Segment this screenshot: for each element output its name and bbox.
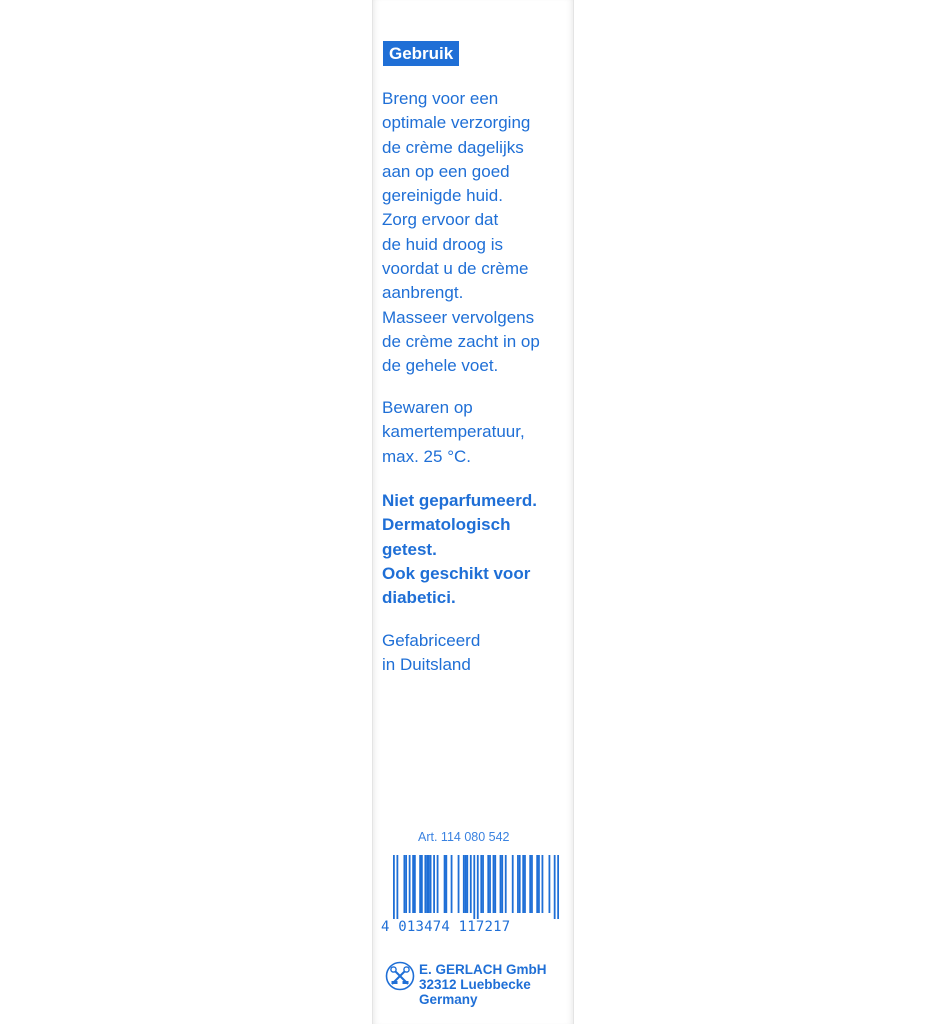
barcode-bars xyxy=(381,855,559,919)
section-heading-gebruik: Gebruik xyxy=(383,41,459,66)
country-of-origin xyxy=(382,629,572,678)
barcode-bar xyxy=(557,855,559,919)
barcode-bar xyxy=(445,855,447,913)
barcode-bar xyxy=(522,855,524,913)
barcode-bar xyxy=(529,855,531,913)
storage-line: max. 25 °C. xyxy=(382,446,471,466)
company-country: Germany xyxy=(419,992,478,1007)
barcode-bar xyxy=(465,855,467,913)
barcode-bar xyxy=(409,855,411,913)
barcode-bar xyxy=(437,855,439,913)
storage-line: Bewaren op xyxy=(382,398,473,417)
barcode-bar xyxy=(493,855,495,913)
barcode-bar xyxy=(500,855,502,913)
ean-barcode xyxy=(381,855,559,935)
manufacturer-address xyxy=(419,962,547,1007)
barcode-bar xyxy=(531,855,533,913)
barcode-bar xyxy=(412,855,414,913)
usage-line: Masseer vervolgens xyxy=(382,307,535,327)
barcode-bar xyxy=(554,855,556,919)
company-address: 32312 Luebbecke xyxy=(419,977,531,992)
barcode-bar xyxy=(519,855,521,913)
barcode-bar xyxy=(424,855,426,913)
barcode-bar xyxy=(473,855,475,919)
barcode-bar xyxy=(393,855,395,919)
barcode-bar xyxy=(487,855,489,913)
barcode-bar xyxy=(524,855,526,913)
barcode-bar xyxy=(444,855,446,913)
usage-line: de crème zacht in op xyxy=(382,331,540,351)
barcode-bar xyxy=(470,855,472,913)
claim-line: Dermatologisch xyxy=(382,515,511,535)
usage-line: Zorg ervoor dat xyxy=(382,210,499,230)
storage-line: kamertemperatuur, xyxy=(382,422,525,442)
article-number: Art. 114 080 542 xyxy=(418,830,510,844)
barcode-bar xyxy=(396,855,398,919)
barcode-bar xyxy=(480,855,482,913)
barcode-bar xyxy=(482,855,484,913)
barcode-bar xyxy=(419,855,421,913)
barcode-bar xyxy=(426,855,428,913)
barcode-bar xyxy=(466,855,468,913)
barcode-bar xyxy=(517,855,519,913)
barcode-bar xyxy=(458,855,460,913)
claim-line: Ook geschikt voor xyxy=(382,563,531,583)
claim-line: Niet geparfumeerd. xyxy=(382,491,537,510)
usage-line: aanbrengt. xyxy=(382,283,464,303)
usage-line: gereinigde huid. xyxy=(382,186,503,206)
storage-instructions xyxy=(382,396,572,469)
company-name: E. GERLACH GmbH xyxy=(419,962,547,977)
origin-line: Gefabriceerd xyxy=(382,631,481,650)
barcode-bar xyxy=(405,855,407,913)
barcode-bar xyxy=(477,855,479,919)
usage-line: optimale verzorging xyxy=(382,113,531,133)
usage-line: aan op een goed xyxy=(382,161,510,181)
usage-line: de crème dagelijks xyxy=(382,137,524,157)
claim-line: diabetici. xyxy=(382,588,456,608)
claim-line: getest. xyxy=(382,539,437,559)
origin-line: in Duitsland xyxy=(382,655,471,675)
barcode-bar xyxy=(549,855,551,913)
barcode-bar xyxy=(403,855,405,913)
product-claims xyxy=(382,489,572,610)
barcode-bar xyxy=(430,855,432,913)
barcode-bar xyxy=(512,855,514,913)
barcode-bar xyxy=(542,855,544,913)
barcode-bar xyxy=(494,855,496,913)
barcode-bar xyxy=(501,855,503,913)
barcode-bar xyxy=(463,855,465,913)
barcode-bar xyxy=(428,855,430,913)
barcode-bar xyxy=(536,855,538,913)
barcode-bar xyxy=(489,855,491,913)
usage-line: de gehele voet. xyxy=(382,356,499,376)
barcode-bar xyxy=(421,855,423,913)
barcode-bar xyxy=(451,855,453,913)
barcode-bar xyxy=(505,855,507,913)
barcode-bar xyxy=(414,855,416,913)
crossed-keys-eg-logo-icon xyxy=(385,961,415,991)
usage-line: Breng voor een xyxy=(382,89,499,108)
usage-instructions xyxy=(382,87,572,379)
product-label-panel xyxy=(372,0,574,1024)
barcode-bar xyxy=(538,855,540,913)
usage-line: de huid droog is xyxy=(382,234,503,254)
usage-line: voordat u de crème xyxy=(382,259,529,279)
barcode-digits: 4 013474 117217 xyxy=(381,919,511,935)
barcode-bar xyxy=(433,855,435,913)
